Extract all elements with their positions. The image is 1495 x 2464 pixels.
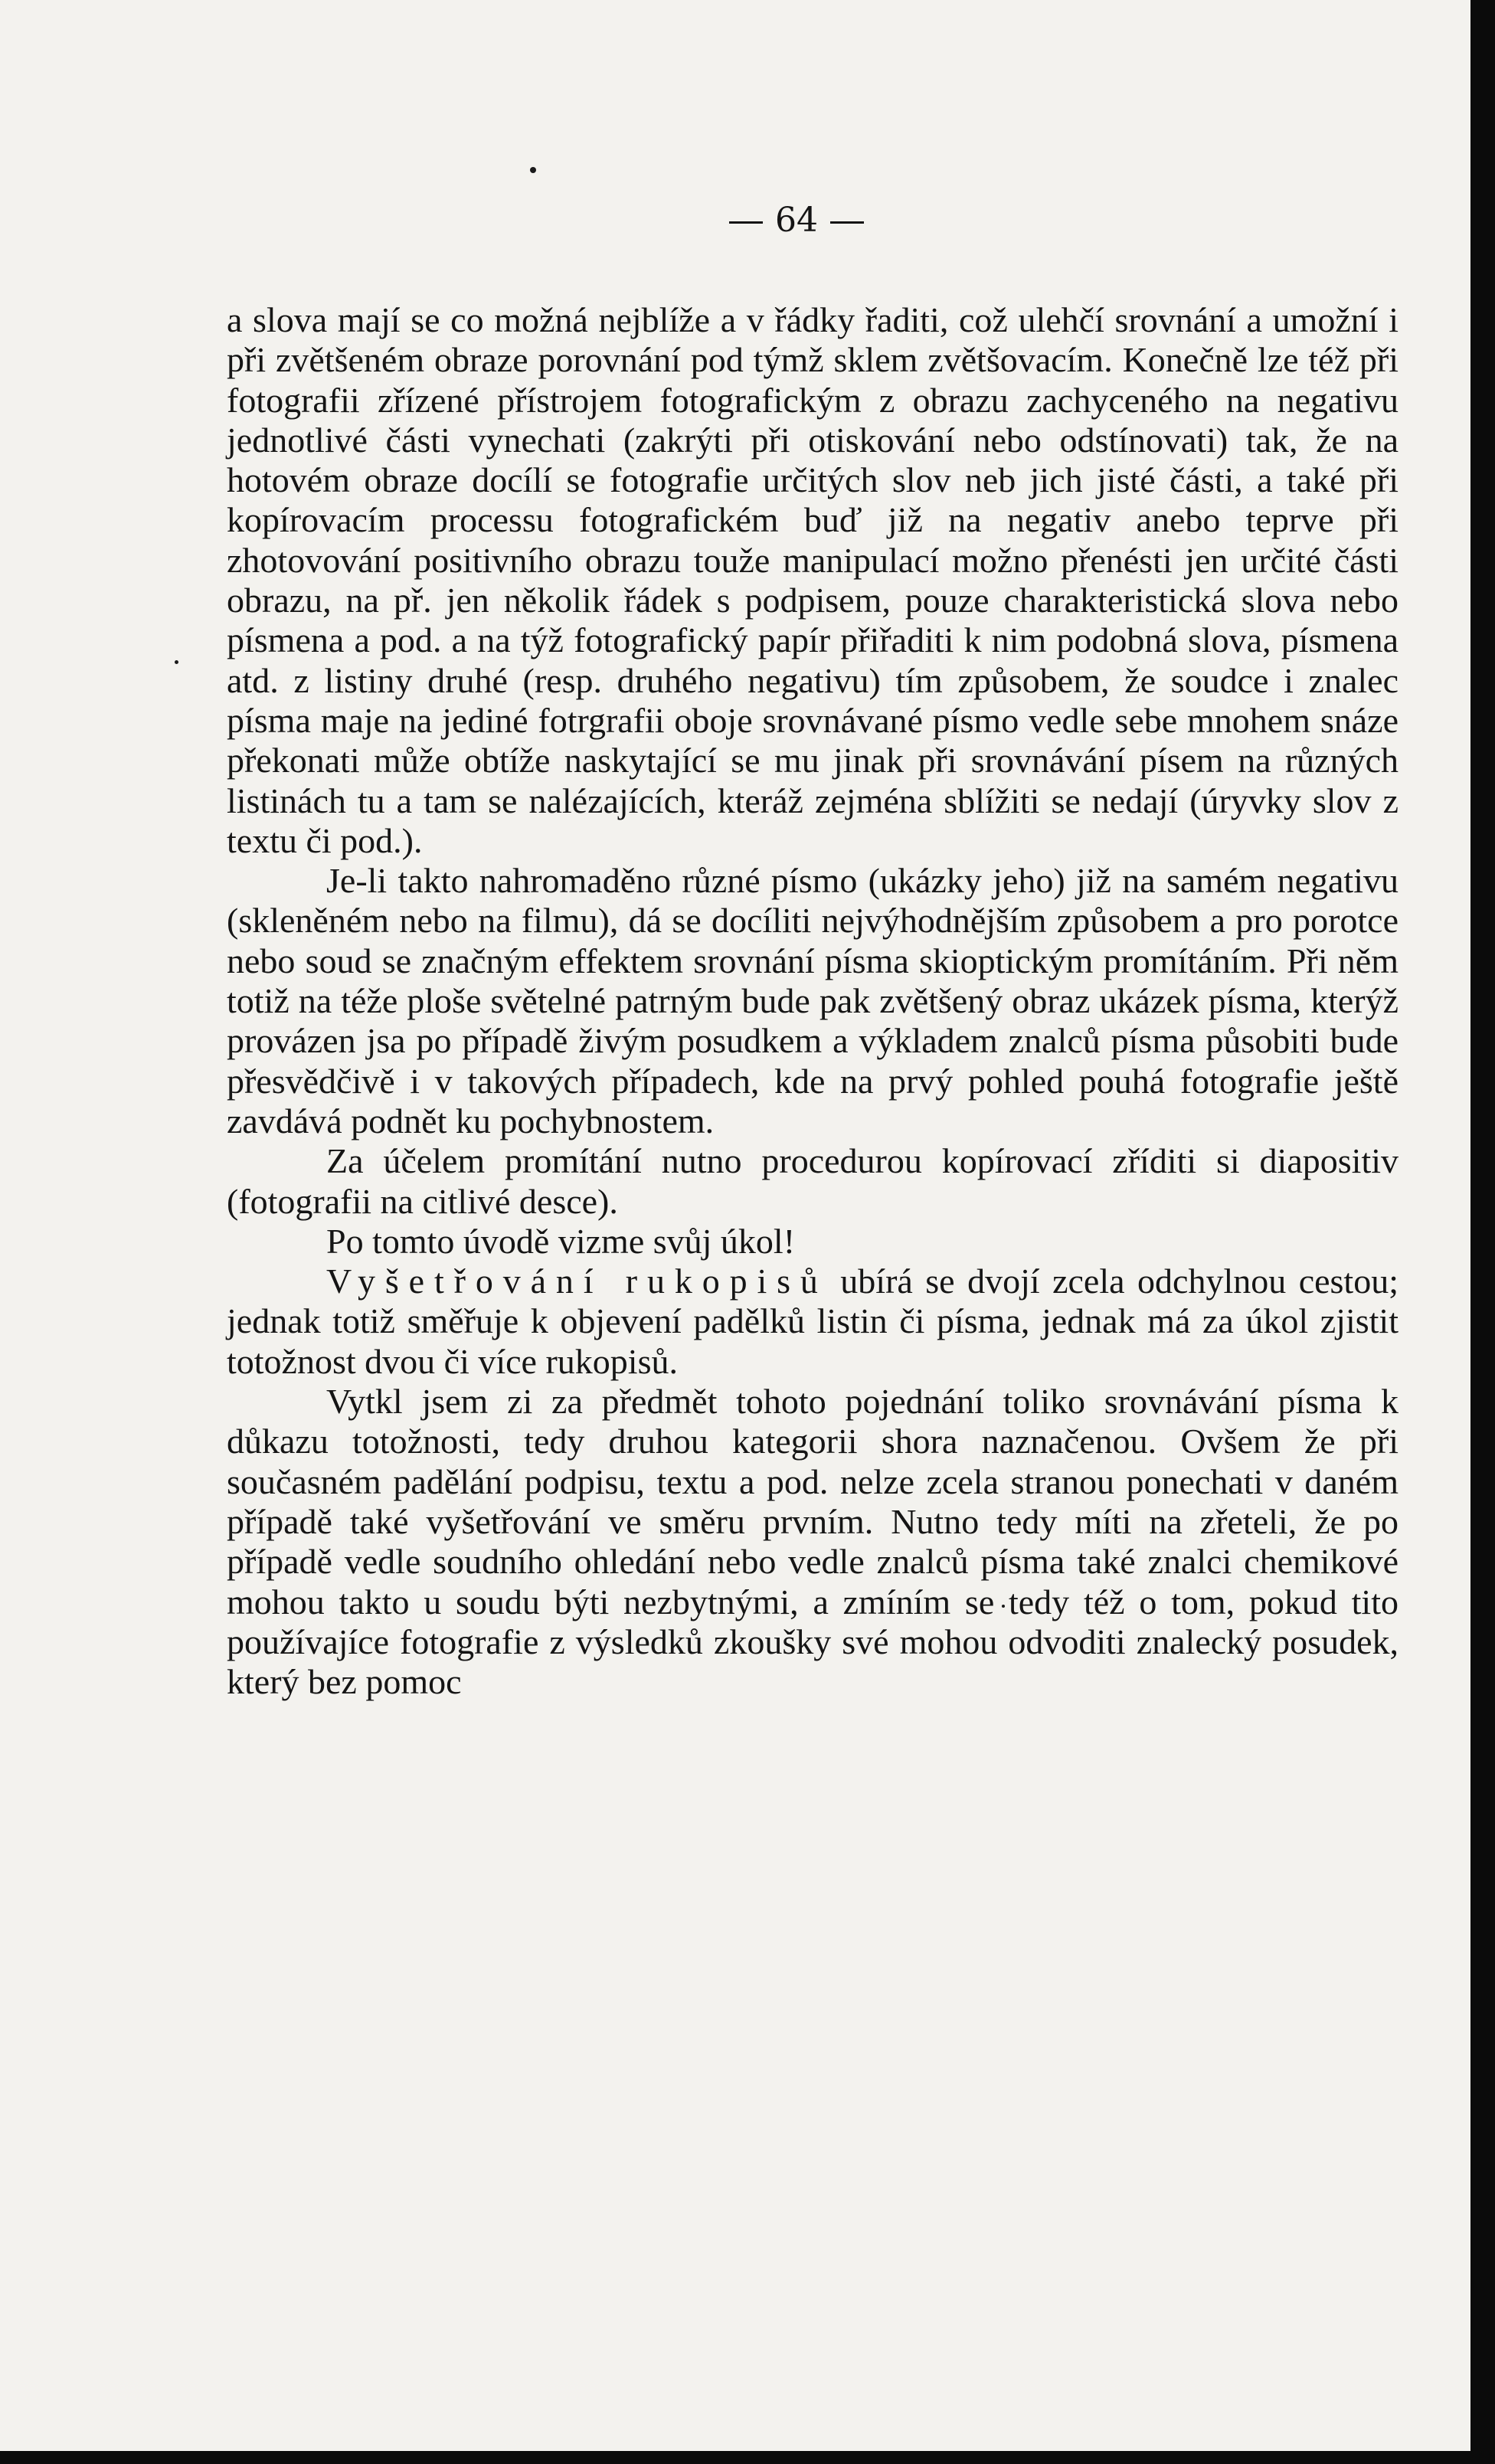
page-number — [0, 201, 1470, 240]
page-number-value: 64 — [775, 201, 818, 240]
page-number-dash-right — [830, 221, 864, 224]
page-number-dash-left — [729, 221, 763, 224]
paragraph-3: Za účelem promítání nutno procedurou kopírovací zříditi si diapositiv (fotografii na citlivé desce). — [227, 1141, 1398, 1221]
paragraph-5-text: ubírá se dvojí zcela odchylnou cestou; jednak totiž směřuje k objevení padělků listin či písma, jednak má za úkol zjistit totožnost dvou či více rukopisů. — [227, 1261, 1398, 1381]
print-speck — [530, 167, 536, 173]
paragraph-1: a slova mají se co možná nejblíže a v řádky řaditi, což ulehčí srovnání a umožní i při zvětšeném obraze porovnání pod týmž sklem zvětšovacím. Konečně lze též při fotografii zřízené přístrojem fotografickým z obrazu zachyceného na negativu jednotlivé části vynechati (zakrýti při otiskování nebo odstínovati) tak, že na hotovém obraze docílí se fotografie určitých slov neb jich jisté části, a také při kopírovacím processu fotografickém buď již na negativ anebo teprve při zhotovování positivního obrazu touže manipulací možno přenésti jen určité části obrazu, na př. jen několik řádek s podpisem, pouze charakteristická slova nebo písmena a pod. a na týž fotografický papír přiřaditi k nim podobná slova, písmena atd. z listiny druhé (resp. druhého negativu) tím způsobem, že soudce i znalec písma maje na jediné fotrgrafii oboje srovnávané písmo vedle sebe mnohem snáze překonati může obtíže naskytající se mu jinak při srovnávání písem na různých listinách tu a tam se nalézajících, kteráž zejména sblížiti se nedají (úryvky slov z textu či pod.). — [227, 300, 1398, 860]
paragraph-4: Po tomto úvodě vizme svůj úkol! — [326, 1221, 796, 1261]
paragraph-5 — [227, 1261, 1398, 1382]
paragraph-2: Je-li takto nahromaděno různé písmo (ukázky jeho) již na samém negativu (skleněném nebo na filmu), dá se docíliti nejvýhodnějším způsobem a pro porotce nebo soud se značným effektem srovnání písma skioptickým promítáním. Při něm totiž na téže ploše světelné patrným bude pak zvětšený obraz ukázek písma, kterýž provázen jsa po případě živým posudkem a výkladem znalců písma působiti bude přesvědčivě i v takových případech, kde na prvý pohled pouhá fotografie ještě zavdává podnět ku pochybnostem. — [227, 861, 1398, 1140]
print-speck — [175, 660, 178, 664]
paragraph-6: Vytkl jsem zi za předmět tohoto pojednání toliko srovnávání písma k důkazu totožnosti, tedy druhou kategorii shora naznačenou. Ovšem že při současném padělání podpisu, textu a pod. nelze zcela stranou ponechati v daném případě také vyšetřování ve směru prvním. Nutno tedy míti na zřeteli, že po případě vedle soudního ohledání nebo vedle znalců písma také znalci chemikové mohou takto u soudu býti nezbytnými, a zmíním se tedy též o tom, pokud tito používajíce fotografie z výsledků zkoušky své mohou odvoditi znalecký posudek, který bez pomoc — [227, 1382, 1398, 1702]
body-text — [227, 300, 1398, 1702]
spaced-emphasis: Vyšetřování rukopisů — [326, 1261, 828, 1301]
